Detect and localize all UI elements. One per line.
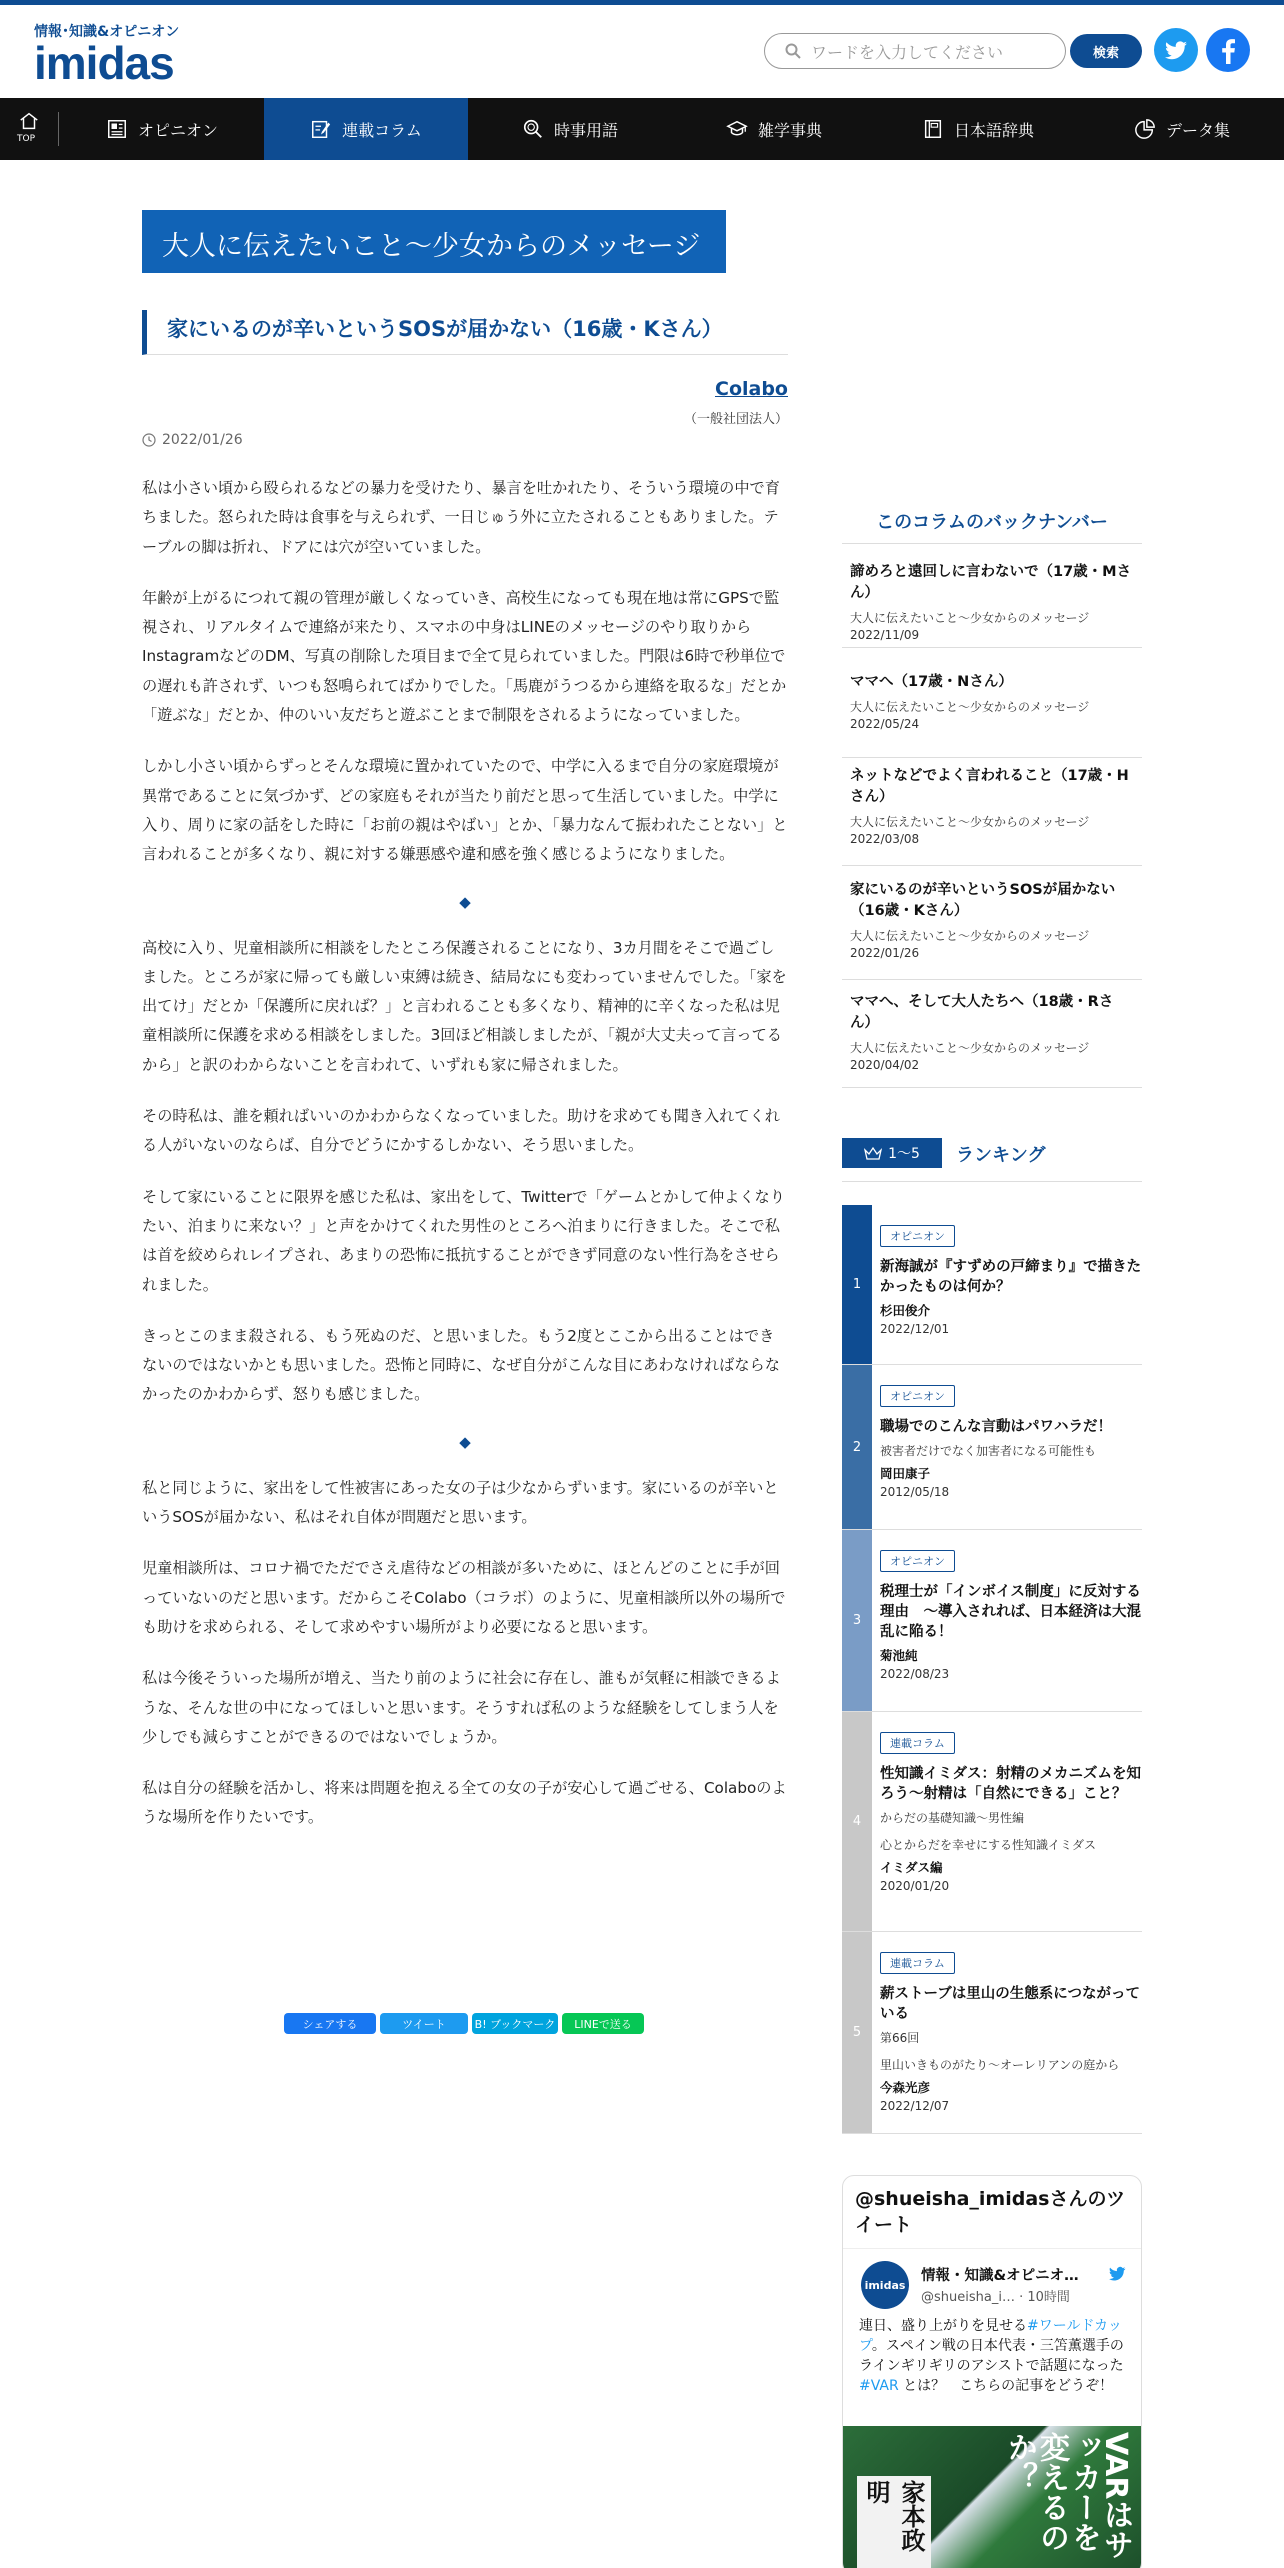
nav-item-label: 連載コラム [342,120,422,140]
paragraph: そして家にいることに限界を感じた私は、家出をして、Twitterで「ゲームとかして仲よくなりたい、泊まりに来ない？」と声をかけてくれた男性のところへ泊まりに行きました。そこで私は首を絞められレイプされ、あまりの恐怖に抵抗することができず同意のない性行為をさせられました。 [142,1187,785,1294]
nav-item-terms[interactable] [468,98,672,160]
ranking-item-subtitle: 被害者だけでなく加害者になる可能性も [880,1444,1097,1458]
pencil-icon [310,118,332,140]
tweet-author-handle: @shueisha_i… · 10時間 [921,2290,1070,2305]
paragraph: 児童相談所は、コロナ禍でただでさえ虐待などの相談が多いために、ほとんどのことに手が回っていないのだと思います。だからこそColabo（コラボ）のように、児童相談所以外の場所でも助けを求められる、そして求めやすい場所がより必要になると思います。 [142,1559,786,1636]
category-tag: 連載コラム [880,1732,955,1754]
ranking-item-author: 杉田俊介 [880,1303,931,1318]
rank-number: 4 [842,1712,872,1931]
tweet-avatar[interactable]: imidas [861,2261,909,2309]
category-tag: オピニオン [880,1385,955,1407]
ranking-item-content [880,1205,1142,1336]
ranking-item[interactable] [842,1712,1142,1932]
tweet-text [859,2316,1129,2396]
paragraph: 私は小さい頃から殴られるなどの暴力を受けたり、暴言を吐かれたり、そういう環境の中で育ちました。怒られた時は食事を与えられず、一日じゅう外に立たされることもありました。テーブルの脚は折れ、ドアには穴が空いていました。 [142,479,780,556]
search-icon [785,43,801,59]
backnumber-item-date: 2022/11/09 [850,628,920,642]
ranking-item-title: 職場でのこんな言動はパワハラだ！ [880,1419,1112,1435]
article-body [142,474,788,1855]
book-icon [922,118,944,140]
home-icon [18,110,40,132]
backnumber-item[interactable] [842,562,1142,648]
backnumber-item-series: 大人に伝えたいこと～少女からのメッセージ [850,1041,1090,1055]
author-org: （一般社団法人） [683,412,788,427]
graduation-cap-icon [726,118,748,140]
backnumber-item-series: 大人に伝えたいこと～少女からのメッセージ [850,815,1090,829]
ranking-item-series: 心とからだを幸せにする性知識イミダス [880,1838,1097,1852]
facebook-icon [1206,28,1250,72]
paragraph: その時私は、誰を頼ればいいのかわからなくなっていました。助けを求めても聞き入れてくれる人がいないのならば、自分でどうにかするしかない、そう思いました。 [142,1107,780,1155]
rank-number: 5 [842,1932,872,2133]
paragraph: 高校に入り、児童相談所に相談をしたところ保護されることになり、3カ月間をそこで過ごしました。ところが家に帰っても厳しい束縛は続き、結局なにも変わっていませんでした。「家を出てけ」だとか「保護所に戻れば？」と言われることも多くなり、精神的に辛くなった私は児童相談所に保護を求める相談をしました。3回ほど相談しましたが、「親が大丈夫って言ってるから」と訳のわからないことを言われて、いずれも家に帰されました。 [142,938,787,1074]
ranking-item-date: 2012/05/18 [880,1485,950,1499]
facebook-link[interactable] [1206,28,1250,72]
ranking-item[interactable] [842,1365,1142,1530]
facebook-share-label: シェアする [302,2017,358,2031]
ranking-item-series: 里山いきものがたり～オーレリアンの庭から [880,2058,1120,2072]
article-date [142,432,243,448]
ranking-item-date: 2020/01/20 [880,1879,950,1893]
section-separator: ◆ [459,1432,471,1451]
backnumber-item-date: 2022/03/08 [850,832,920,846]
ranking-item-title: 薪ストーブは里山の生態系につながっている [880,1986,1140,2022]
twitter-bird-icon [1107,2264,1127,2284]
backnumber-item-series: 大人に伝えたいこと～少女からのメッセージ [850,700,1090,714]
opinion-icon [106,118,128,140]
ranking-item-author: 今森光彦 [880,2080,931,2095]
paragraph: 年齢が上がるにつれて親の管理が厳しくなっていき、高校生になっても現在地は常にGPSで監視され、リアルタイムで連絡が来たり、スマホの中身はLINEのメッセージのやり取りからInstagramなどのDM、写真の削除した項目まで全て見られていました。門限は6時で秒単位での遅れも許されず、いつも怒鳴られてばかりでした。「馬鹿がうつるから連絡を取るな」だとか「遊ぶな」だとか、仲のいい友だちと遊ぶことまで制限をされるようになっていました。 [142,588,787,725]
crown-icon [864,1146,882,1160]
tweet-hashtag[interactable]: #VAR [859,2378,899,2394]
paragraph: 私は自分の経験を活かし、将来は問題を抱える全ての女の子が安心して過ごせる、Colaboのような場所を作りたいです。 [142,1779,787,1827]
tweet-text-part: 連日、盛り上がりを見せる [859,2318,1027,2334]
nav-item-data[interactable] [1080,98,1284,160]
nav-top-label: TOP [17,134,36,144]
nav-item-dictionary[interactable] [876,98,1080,160]
nav-item-label: データ集 [1165,120,1230,140]
ranking-item-title: 税理士が「インボイス制度」に反対する理由 ～導入されれば、日本経済は大混乱に陥る！ [880,1584,1141,1640]
line-share-button[interactable] [562,2013,644,2034]
tweet-image-headline: VARはサッカーを変えるのか？ [1002,2432,1133,2560]
ranking-item-subtitle: からだの基礎知識～男性編 [880,1811,1025,1825]
backnumber-item-series: 大人に伝えたいこと～少女からのメッセージ [850,611,1090,625]
twitter-widget-title: @shueisha_imidasさんのツイート [843,2176,1141,2249]
logo-name: imidas [34,37,174,89]
twitter-timeline-widget[interactable] [842,2175,1142,2568]
nav-item-label: オピニオン [137,120,218,140]
nav-item-columns[interactable] [264,98,468,160]
ranking-item-author: 菊池純 [880,1648,918,1663]
ranking-item-date: 2022/12/01 [880,1322,950,1336]
category-tag: オピニオン [880,1550,955,1572]
ranking-title: ランキング [956,1145,1046,1166]
nav-item-label: 時事用語 [553,120,618,140]
tweet-author-name[interactable]: 情報・知識&オピニオ… [921,2268,1079,2284]
column-title[interactable]: 大人に伝えたいこと～少女からのメッセージ [142,210,726,273]
backnumber-item[interactable] [842,992,1142,1088]
tweet-button[interactable] [380,2013,468,2034]
nav-item-opinion[interactable] [60,98,264,160]
article-title: 家にいるのが辛いというSOSが届かない（16歳・Kさん） [142,310,788,355]
ranking-item-content [880,1365,1142,1499]
search-input[interactable] [811,40,1051,64]
search-button[interactable]: 検索 [1070,34,1142,68]
tweet-image-author: 家本政明 [857,2476,931,2568]
ranking-item-author: イミダス編 [880,1860,943,1875]
ranking-item[interactable] [842,1205,1142,1365]
backnumber-item-title: ママへ（17歳・Nさん） [850,674,1013,690]
ranking-item-date: 2022/08/23 [880,1667,950,1681]
ranking-badge-label: 1～5 [888,1146,920,1162]
nav-item-trivia[interactable] [672,98,876,160]
article-date-text: 2022/01/26 [162,432,243,448]
search-icon [522,118,544,140]
backnumber-item[interactable] [842,880,1142,980]
ranking-item-content [880,1932,1142,2113]
clock-icon [142,433,156,447]
tweet-text-part: 。スペイン戦の日本代表・三笘薫選手のラインギリギリのアシストで話題になった [859,2338,1124,2374]
hatena-label: B! ブックマーク [474,2017,556,2031]
ranking-item-title: 新海誠が『すずめの戸締まり』で描きたかったものは何か？ [880,1259,1142,1295]
paragraph: 私と同じように、家出をして性被害にあった女の子は少なからずいます。家にいるのが辛いというSOSが届かない、私はそれ自体が問題だと思います。 [142,1478,779,1527]
tweet-hashtag[interactable]: #ワールドカップ [859,2318,1122,2354]
facebook-share-button[interactable] [284,2013,376,2034]
backnumber-item-title: ネットなどでよく言われること（17歳・Hさん） [850,768,1129,805]
ranking-item[interactable] [842,1530,1142,1712]
backnumber-item[interactable] [842,766,1142,866]
ranking-item-content [880,1712,1142,1893]
nav-item-label: 日本語辞典 [953,120,1034,140]
twitter-bird-icon [1154,28,1198,72]
category-tag: オピニオン [880,1225,955,1247]
backnumber-item-title: 諦めろと遠回しに言わないで（17歳・Mさん） [850,564,1132,601]
backnumber-item[interactable] [842,672,1142,758]
twitter-link[interactable] [1154,28,1198,72]
ranking-item-title: 性知識イミダス：射精のメカニズムを知ろう～射精は「自然にできる」こと？ [880,1766,1141,1802]
ranking-item-content [880,1530,1142,1681]
nav-top-link[interactable] [0,98,60,160]
ranking-item-subtitle: 第66回 [880,2031,920,2045]
tweet-text-part: とは？ こちらの記事をどうぞ！ [898,2378,1114,2394]
line-label: LINEで送る [574,2017,632,2031]
paragraph: きっとこのまま殺される、もう死ぬのだ、と思いました。もう2度とここから出ることはできないのではないかとも思いました。恐怖と同時に、なぜ自分がこんな目にあわなければならなかったのかわからず、怒りも感じました。 [142,1326,780,1404]
site-logo[interactable] [34,21,180,89]
backnumber-item-title: ママへ、そして大人たちへ（18歳・Rさん） [850,994,1114,1031]
category-tag: 連載コラム [880,1952,955,1974]
logo-tagline: 情報･知識&オピニオン [34,24,180,40]
nav-item-label: 雑学事典 [757,120,822,140]
ranking-header [842,1138,1142,1182]
paragraph: 私は今後そういった場所が増え、当たり前のように社会に存在し、誰もが気軽に相談できるような、そんな世の中になってほしいと思います。そうすれば私のような経験をしてしまう人を少しでも減らすことができるのではないでしょうか。 [142,1669,781,1746]
section-separator: ◆ [459,892,471,911]
main-nav [0,98,1284,160]
paragraph: しかし小さい頃からずっとそんな環境に置かれていたので、中学に入るまで自分の家庭環境が異常であることに気づかず、どの家庭もそれが当たり前だと思って生活していました。中学に入り、周りに家の話をした時に「お前の親はやばい」とか、「暴力なんて振われたことない」と言われることが多くなり、親に対する嫌悪感や違和感を強く感じるようになりました。 [142,757,788,864]
backnumber-item-series: 大人に伝えたいこと～少女からのメッセージ [850,929,1090,943]
backnumber-title: このコラムのバックナンバー [842,494,1142,544]
ranking-item-date: 2022/12/07 [880,2099,950,2113]
rank-number: 2 [842,1365,872,1529]
rank-number: 3 [842,1530,872,1711]
backnumber-item-title: 家にいるのが辛いというSOSが届かない（16歳・Kさん） [850,882,1116,919]
ranking-item[interactable] [842,1932,1142,2134]
search-box [764,33,1066,69]
ranking-item-author: 岡田康子 [880,1466,931,1481]
nav-divider [58,112,59,146]
backnumber-item-date: 2022/05/24 [850,717,920,731]
rank-number: 1 [842,1205,872,1364]
backnumber-item-date: 2020/04/02 [850,1058,920,1072]
site-header [0,5,1284,98]
author-link[interactable]: Colabo [715,378,788,400]
hatena-bookmark-button[interactable] [472,2013,558,2034]
pie-chart-icon [1134,118,1156,140]
ranking-badge [842,1138,942,1168]
tweet-label: ツイート [402,2017,446,2031]
tweet-image[interactable] [843,2426,1142,2568]
backnumber-item-date: 2022/01/26 [850,946,920,960]
